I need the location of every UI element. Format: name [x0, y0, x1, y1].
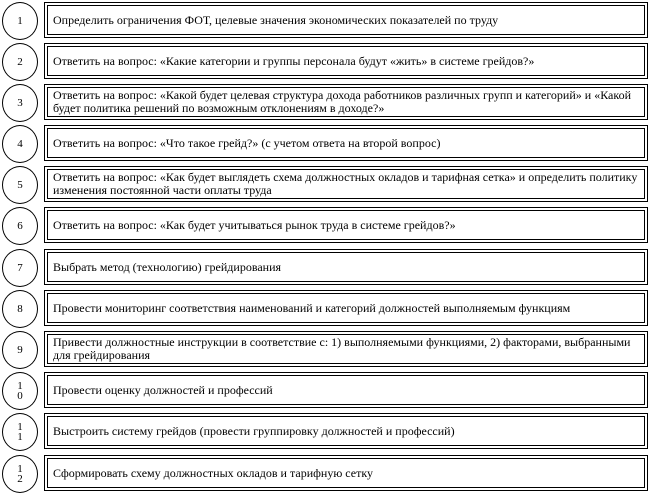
step-number-circle: 9 [2, 331, 38, 369]
step-text: Сформировать схему должностных окладов и тарифную сетку [53, 465, 373, 480]
step-box [44, 331, 648, 367]
step-box [44, 166, 648, 202]
step-number-circle: 10 [2, 372, 38, 410]
step-box [44, 43, 648, 79]
step-number-circle: 11 [2, 413, 38, 451]
step-box [44, 372, 648, 408]
step-number-circle: 3 [2, 84, 38, 122]
step-box [44, 249, 648, 285]
step-box [44, 455, 648, 491]
step-box [44, 2, 648, 38]
step-text: Провести мониторинг соответствия наименований и категорий должностей выполняемым функциям [53, 300, 571, 315]
step-text: Ответить на вопрос: «Какие категории и группы персонала будут «жить» в системе грейдов?» [53, 53, 535, 68]
step-text: Ответить на вопрос: «Как будет учитываться рынок труда в системе грейдов?» [53, 217, 456, 232]
step-box [44, 413, 648, 449]
step-box [44, 84, 648, 120]
step-number-circle: 12 [2, 455, 38, 493]
step-text: Ответить на вопрос: «Как будет выглядеть схема должностных окладов и тарифная сетка» и определить политику изменения постоянной части оплаты труда [53, 170, 638, 197]
step-number-circle: 1 [2, 2, 38, 40]
step-number-circle: 2 [2, 43, 38, 81]
step-text: Выбрать метод (технологию) грейдирования [53, 259, 282, 274]
step-number-circle: 4 [2, 125, 38, 163]
step-box [44, 125, 648, 161]
step-number-circle: 6 [2, 207, 38, 245]
step-box [44, 207, 648, 243]
step-text: Привести должностные инструкции в соответствие с: 1) выполняемыми функциями, 2) факторами, выбранными для грейдирования [53, 335, 631, 362]
step-text: Провести оценку должностей и профессий [53, 382, 273, 397]
step-text: Выстроить систему грейдов (провести группировку должностей и профессий) [53, 423, 455, 438]
step-number-circle: 5 [2, 166, 38, 204]
step-box [44, 290, 648, 326]
step-text: Определить ограничения ФОТ, целевые значения экономических показателей по труду [53, 12, 499, 27]
step-text: Ответить на вопрос: «Что такое грейд?» (с учетом ответа на второй вопрос) [53, 135, 441, 150]
step-number-circle: 7 [2, 249, 38, 287]
step-number-circle: 8 [2, 290, 38, 328]
step-text: Ответить на вопрос: «Какой будет целевая структура дохода работников различных групп и категорий» и «Какой будет политика решений по возможным отклонениям в доходе?» [53, 88, 632, 115]
